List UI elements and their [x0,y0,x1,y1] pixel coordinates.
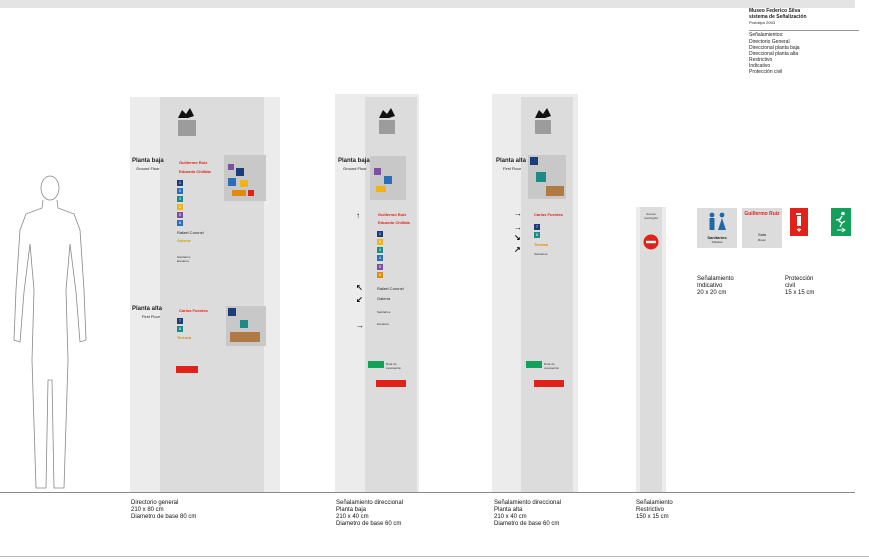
sign-list-item: Direccional planta baja [749,45,800,51]
sign-list-item: Indicativo [749,63,771,69]
room-fuentes: Carlos Fuentes [534,212,563,217]
caption-line: 150 x 15 cm [636,514,669,520]
ground-floor-label: Planta baja [338,158,370,164]
arrow-right-icon: → [356,321,364,330]
human-silhouette [10,170,90,492]
emergency-exit-sign [831,208,851,236]
room-sign-name: Guillermo Ruiz [744,211,780,217]
plan-room [376,186,386,192]
caption-line: 210 x 80 cm [131,507,164,513]
caption-line: Señalamiento direccional [494,500,562,506]
service-sanitarios: Sanitarios [177,255,191,259]
header-block [749,8,859,26]
caption-line: 210 x 40 cm [336,514,369,520]
plan-room [536,172,546,182]
caption-line: Diametro de base 60 cm [494,521,560,527]
ground-floor-sub: Ground Floor [136,166,160,171]
caption-line: Planta baja [336,507,367,513]
civil-protection-strip [176,366,198,373]
ground-floor-sub: Ground Floor [343,166,367,171]
fire-extinguisher-icon [794,212,804,232]
room-sign-label: Sala [757,232,766,237]
caption-line: 15 x 15 cm [785,290,815,296]
arrow-diagonal-icon: ↖ [356,283,363,292]
room-number-chip: 4 [378,255,382,260]
room-number-chip: 3 [378,247,382,252]
arrow-diagonal-icon: ↘ [514,233,521,242]
toilet-icon [707,212,727,234]
plan-room [248,190,254,196]
room-number-chip: 1 [178,180,182,185]
arrow-right-icon: → [514,223,522,232]
room-number-chip: 7 [178,318,182,323]
room-number-chip: 6 [178,220,182,225]
room-sign [742,208,782,248]
civil-protection-strip [376,380,406,387]
caption-line: Directorio general [131,500,179,506]
first-floor-sub: First Floor [503,166,521,171]
exit-sign-icon [368,361,384,368]
caption-line: 210 x 40 cm [494,514,527,520]
room-galeria: Galería [177,238,191,243]
caption-line: Diametro de base 80 cm [131,514,197,520]
caption-restrictive [636,500,673,521]
civil-protection-strip [534,380,564,387]
plan-terrace [546,186,564,196]
plan-room [240,320,248,328]
floor-line [0,492,855,493]
plan-room [374,168,381,175]
prototype-label: Prototipo 2003 [749,20,776,25]
plan-room [236,168,244,176]
caption-line: Señalamiento [697,276,734,282]
exit-sign-icon [526,361,542,368]
logo-figure-icon [176,106,196,120]
room-guillermo: Guillermo Ruiz [179,160,208,165]
caption-line: 20 x 20 cm [697,290,727,296]
plan-room [530,157,538,165]
room-fuentes: Carlos Fuentes [179,308,208,313]
arrow-up-icon: ↑ [356,211,360,220]
header-divider [749,30,859,31]
caption-dir-pa [494,500,561,528]
first-floor-label: Planta alta [496,158,527,164]
room-number-chip: 1 [378,231,382,236]
restrictive-text: Acceso restringido [643,212,658,220]
system-name: sistema de Señalización [749,14,807,20]
service-sanitarios: Sanitarios [534,252,548,256]
service-sanitarios: Sanitarios [377,310,391,314]
no-entry-icon [643,234,659,250]
room-guillermo: Guillermo Ruiz [378,212,407,217]
room-number-chip: 3 [178,196,182,201]
service-escalera: Escalera [177,259,189,263]
museum-name: Museo Federico Silva [749,8,801,14]
room-coronel: Rafael Coronel [377,286,404,291]
plan-room [228,178,236,186]
ground-floor-label: Planta baja [132,158,164,164]
service-escalera: Escalera [377,322,389,326]
room-terraza: Terraza [534,242,548,247]
plan-room [240,180,248,187]
evacuation-label: Ruta de evacuación [544,362,560,370]
room-number-chip: 5 [378,264,382,269]
room-number-chip: 4 [178,204,182,209]
room-number-chip: 8 [535,232,539,237]
running-person-icon [834,211,848,233]
room-sign-sub: Room [757,238,766,242]
fire-extinguisher-sign [790,208,808,236]
sign-list-item: Protección civil [749,69,783,75]
caption-line: Señalamiento direccional [336,500,404,506]
caption-dir-pb [336,500,403,528]
room-coronel: Rafael Coronel [177,230,204,235]
top-band [0,0,855,8]
toilet-sub: Toilettes [711,240,723,244]
room-number-chip: 8 [178,326,182,331]
museum-logo [535,120,551,134]
logo-figure-icon [377,106,397,120]
plan-room [228,164,234,170]
room-number-chip: 2 [378,239,382,244]
sign-list-item: Restrictivo [749,57,773,63]
caption-indicative [697,276,734,297]
caption-directory [131,500,196,521]
caption-line: Planta alta [494,507,523,513]
room-number-chip: 6 [378,272,382,277]
room-number-chip: 2 [178,188,182,193]
plan-room [232,190,246,196]
room-number-chip: 5 [178,212,182,217]
caption-line: Señalamiento [636,500,673,506]
arrow-diagonal-icon: ↙ [356,295,363,304]
arrow-right-icon: → [514,209,522,218]
sign-list-title: Señalamientos: [749,32,784,38]
sign-list [749,32,859,75]
sign-list-item: Directorio General [749,39,790,45]
sign-list-item: Direccional planta alta [749,51,799,57]
bottom-line [0,556,869,557]
first-floor-sub: First Floor [142,314,160,319]
room-chillida: Eduardo Chillida [179,169,211,174]
caption-line: Diametro de base 60 cm [336,521,402,527]
room-galeria: Galería [377,296,391,301]
caption-line: Restrictivo [636,507,665,513]
caption-line: Protección [785,276,814,282]
room-number-chip: 7 [535,224,539,229]
room-terraza: Terraza [177,335,191,340]
arrow-diagonal-icon: ↗ [514,245,521,254]
logo-figure-icon [533,106,553,120]
caption-civil [785,276,814,297]
evacuation-label: Ruta de evacuación [386,362,402,370]
museum-logo [379,120,395,134]
toilet-label: Sanitarios [707,235,727,240]
plan-terrace [230,332,260,342]
caption-line: Indicativo [697,283,723,289]
plan-room [384,176,392,184]
room-chillida: Eduardo Chillida [378,220,410,225]
museum-logo [178,120,196,136]
first-floor-label: Planta alta [132,306,163,312]
plan-room [228,308,236,316]
toilet-sign [697,208,737,248]
caption-line: civil [785,283,795,289]
service-list [177,255,217,263]
